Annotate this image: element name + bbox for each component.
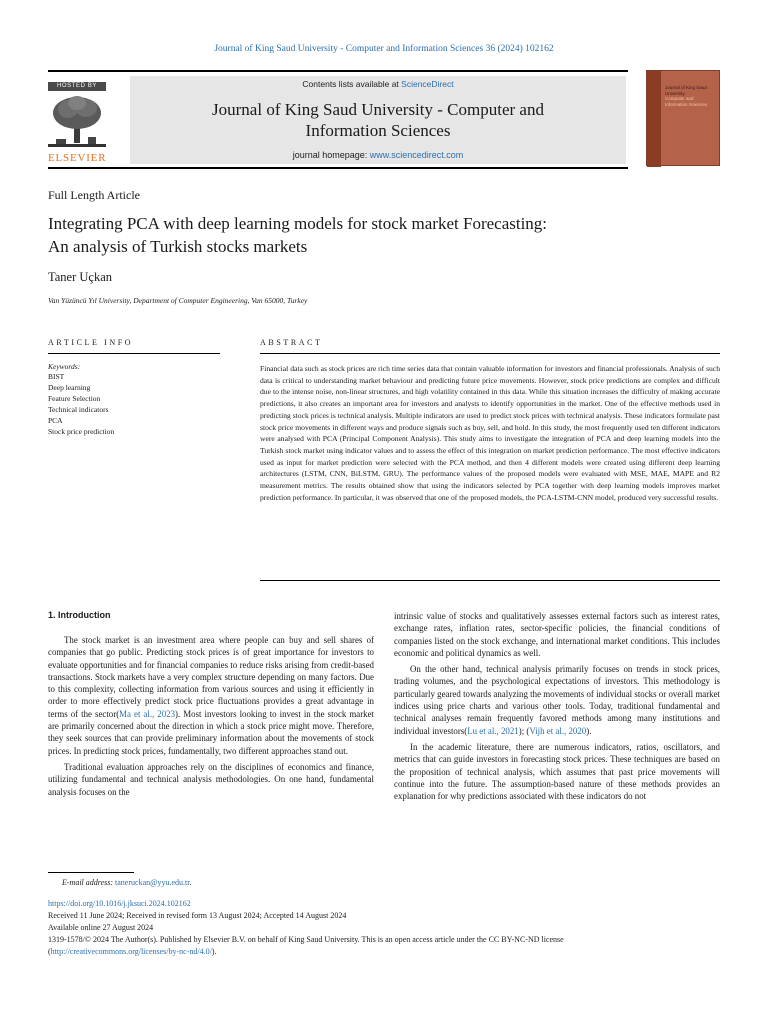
article-info-label: ARTICLE INFO [48, 338, 134, 347]
article-info-rule [48, 353, 220, 354]
email-label: E-mail address: [62, 878, 114, 887]
keyword-item: BIST [48, 372, 65, 381]
keyword-item: PCA [48, 416, 63, 425]
body-paragraph: intrinsic value of stocks and qualitatively assesses external factors such as interest rates, exchange rates, inflation rates, sector-specific policies, the financial conditions of companies listed on the stock exchange, and international market conditions. This includes economic and political dynamics as well. [394, 611, 720, 658]
abstract-text: Financial data such as stock prices are rich time series data that contain valuable information for investors and financial professionals. Analysis of such data is critical to understanding market behaviour and predicting future price movements. However, stock price predictions are complex and difficult due to the intense noise, non-linear structures, and high volatility contained in this data. While this situation increases the difficulty of making accurate predictions, it also creates an important area for investors and analysts to identify opportunities in the market. One of the effective methods used in predicting stock prices is technical analysis. Multiple indicators are used to predict stock prices with technical analysis. These indicators formulate past stock price movements in different ways and produce signals such as buy, sell, and hold. In this study, the most frequently used ten different indicators were analysed with PCA (Principal Component Analysis). This study aims to investigate the integration of PCA and deep learning models into the Turkish stock market using indicator values and to assess the effect of this integration on market prediction performance. The most effective indicators used as input for market prediction were selected with the PCA method, and then 4 different models were created using different deep learning architectures (LSTM, CNN, BiLSTM, GRU). The performance values of the proposed models were evaluated with MSE, MAE, MAPE and R2 measurement metrics. The results obtained show that using the indicators selected by PCA together with deep learning models improves market prediction performance. In particular, it was observed that one of the proposed models, the PCA-LSTM-CNN model, produced very successful results. [260, 364, 720, 502]
license-paren-open: ( [48, 947, 51, 956]
journal-citation[interactable]: Journal of King Saud University - Computer and Information Sciences 36 (2024) 102162 [214, 44, 554, 54]
article-info-column [48, 338, 220, 437]
journal-title-panel [130, 76, 626, 164]
homepage-link[interactable]: www.sciencedirect.com [369, 150, 464, 160]
article-footer-metadata [48, 898, 720, 958]
body-paragraph [394, 663, 720, 737]
available-online: Available online 27 August 2024 [48, 923, 154, 932]
keyword-item: Stock price prediction [48, 427, 115, 436]
section-heading-introduction: 1. Introduction [48, 610, 111, 620]
keyword-item: Feature Selection [48, 394, 101, 403]
author-email [62, 878, 191, 887]
article-title-line-1: Integrating PCA with deep learning models for stock market Forecasting: [48, 214, 548, 233]
cover-text [665, 85, 717, 107]
contents-prefix: Contents lists available at [302, 79, 402, 89]
contents-line [130, 79, 626, 89]
journal-masthead [48, 70, 720, 168]
sciencedirect-link[interactable]: ScienceDirect [401, 79, 454, 89]
paragraph-text: ). Most investors looking to invest in the stock market are primarily concerned about the direction in which a stock price might move. Therefore, they seek sources that can provide preliminary information about the movements of stock prices. In predicting stock prices, fundamentally, two different approaches stand out. [48, 708, 375, 756]
masthead-bottom-rule [48, 167, 628, 169]
citation-link[interactable]: Vijh et al., 2020 [529, 725, 587, 736]
journal-title-line-1: Journal of King Saud University - Computer and [212, 100, 544, 119]
elsevier-tree-icon [48, 93, 106, 147]
cover-title: Journal of King Saud University [665, 85, 707, 96]
paragraph-text: The stock market is an investment area where people can buy and sell shares of companies that go public. Predicting stock prices is of great importance for investors to evaluate opportunities and for financial companies to reduce risks arising from credit-based transactions. Stock markets have a very complex structure depending on many factors. Due to this complexity, collecting information from various sources and using it efficiently in order to more effectively predict stock price fluctuations provides a great advantage in terms of the sector( [48, 635, 374, 719]
cover-subtitle: Computer and Information Sciences [665, 96, 708, 107]
article-title [48, 212, 720, 258]
received-dates: Received 11 June 2024; Received in revised form 13 August 2024; Accepted 14 August 2024 [48, 911, 347, 920]
homepage-prefix: journal homepage: [292, 150, 370, 160]
masthead-top-rule [48, 70, 628, 72]
keywords-label: Keywords: [48, 362, 81, 371]
body-right-column [394, 610, 720, 806]
citation-link[interactable]: Ma et al., 2023 [119, 708, 176, 719]
article-type: Full Length Article [48, 188, 140, 202]
abstract-column [260, 338, 720, 503]
author-affiliation: Van Yüzüncü Yıl University, Department of Computer Engineering, Van 65000, Turkey [48, 296, 308, 305]
elsevier-wordmark: ELSEVIER [48, 152, 107, 164]
license-url-line [48, 946, 720, 958]
abstract-rule [260, 353, 720, 354]
journal-title-line-2: Information Sciences [305, 121, 451, 140]
email-link[interactable]: taneruckan@yyu.edu.tr [115, 878, 190, 887]
license-statement: 1319-1578/© 2024 The Author(s). Published by Elsevier B.V. on behalf of King Saud University. This is an open access article under the CC BY-NC-ND license [48, 935, 564, 944]
keyword-item: Technical indicators [48, 405, 109, 414]
abstract-bottom-rule [260, 580, 720, 581]
hosted-by-label: HOSTED BY [48, 82, 106, 91]
doi-link[interactable]: https://doi.org/10.1016/j.jksuci.2024.102162 [48, 899, 191, 908]
keywords-list [48, 371, 220, 437]
body-paragraph: Traditional evaluation approaches rely on the disciplines of economics and finance, utilizing fundamental and technical analysis methodologies. On one hand, fundamental analysis focuses on the [48, 761, 374, 797]
elsevier-logo[interactable] [48, 82, 110, 162]
body-paragraph [48, 634, 374, 757]
email-end: . [189, 878, 192, 887]
journal-cover-thumbnail[interactable] [646, 70, 720, 166]
journal-homepage [130, 150, 626, 160]
article-title-line-2: An analysis of Turkish stocks markets [48, 237, 308, 256]
paragraph-text: ). [586, 725, 592, 736]
journal-title [130, 99, 626, 141]
abstract-label: ABSTRACT [260, 338, 323, 347]
paragraph-text: ); ( [518, 725, 530, 736]
footnote-rule [48, 872, 134, 873]
paragraph-text: On the other hand, technical analysis primarily focuses on trends in stock prices, trading volumes, and the psychological expectations of investors. This methodology is particularly geared towards analyzing the movements of individual stocks or overall market indices using price charts and various other tools. Today, traditional fundamental and technical analyses remain frequently favored methods among many institutions and individual investors( [394, 664, 720, 736]
body-paragraph: In the academic literature, there are numerous indicators, ratios, oscillators, and metrics that can guide investors in forecasting stock prices. These techniques are based on the proposition of technical analysis, which assumes that past price movements will continue into the future. The assumption-based nature of these methods provides an explanation for why predictions associated with these indicators do not [394, 741, 720, 802]
body-left-column [48, 610, 374, 802]
cover-band [647, 71, 661, 167]
author-name[interactable]: Taner Uçkan [48, 270, 113, 284]
license-link[interactable]: http://creativecommons.org/licenses/by-nc-nd/4.0/ [50, 947, 212, 956]
license-paren-close: ). [211, 947, 217, 956]
citation-link[interactable]: Lu et al., 2021 [467, 725, 519, 736]
keyword-item: Deep learning [48, 383, 91, 392]
